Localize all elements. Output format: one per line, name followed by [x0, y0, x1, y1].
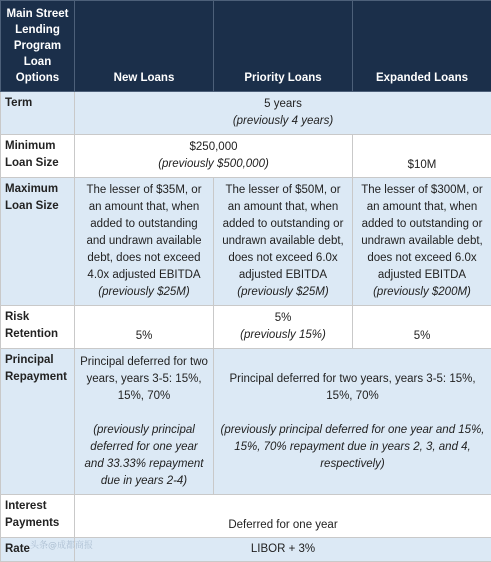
row-label-term: Term [1, 92, 75, 135]
min-loan-expanded-cell [353, 135, 491, 178]
rate-value: LIBOR + 3% [251, 543, 315, 555]
watermark: 头条@成都商报 [30, 538, 93, 551]
row-label-interest-payments: Interest Payments [1, 495, 75, 538]
header-priority-loans: Priority Loans [214, 1, 353, 92]
risk-priority-previous: (previously 15%) [219, 327, 347, 344]
risk-priority-cell [214, 306, 353, 349]
max-loan-expanded-previous: (previously $200M) [358, 284, 486, 301]
max-loan-priority-previous: (previously $25M) [219, 284, 347, 301]
risk-expanded-cell [353, 306, 491, 349]
interest-value-cell [75, 495, 491, 538]
term-previous: (previously 4 years) [80, 113, 486, 130]
max-loan-new-value: The lesser of $35M, or an amount that, when added to outstanding and undrawn available debt, does not exceed 4.0x adjusted EBITDA [80, 182, 208, 284]
interest-value: Deferred for one year [228, 519, 337, 531]
header-new-loans: New Loans [75, 1, 214, 92]
principal-priority-expanded-previous: (previously principal deferred for one year and 15%, 15%, 70% repayment due in years 2, 3, and 4, respectively) [219, 422, 486, 473]
rate-value-cell [75, 538, 491, 562]
row-label-risk-retention: Risk Retention [1, 306, 75, 349]
row-label-maximum-loan-size: Maximum Loan Size [1, 178, 75, 306]
min-loan-new-priority-cell [75, 135, 353, 178]
principal-new-cell [75, 349, 214, 495]
principal-new-previous: (previously principal deferred for one year and 33.33% repayment due in years 2-4) [80, 422, 208, 490]
header-row [1, 1, 491, 92]
min-loan-new-priority-previous: (previously $500,000) [80, 156, 347, 173]
max-loan-expanded-value: The lesser of $300M, or an amount that, when added to outstanding or undrawn available debt, does not exceed 6.0x adjusted EBITDA [358, 182, 486, 284]
term-value: 5 years [80, 96, 486, 113]
max-loan-priority-value: The lesser of $50M, or an amount that, when added to outstanding or undrawn available debt, does not exceed 6.0x adjusted EBITDA [219, 182, 347, 284]
max-loan-expanded-cell [353, 178, 491, 306]
min-loan-expanded-value: $10M [408, 159, 437, 171]
header-title: Main Street Lending Program Loan Options [1, 1, 75, 92]
principal-priority-expanded-cell [214, 349, 491, 495]
row-term [1, 92, 491, 135]
row-risk-retention [1, 306, 491, 349]
principal-new-value: Principal deferred for two years, years 3-5: 15%, 15%, 70% [80, 354, 208, 405]
risk-new-value: 5% [136, 330, 153, 342]
risk-expanded-value: 5% [414, 330, 431, 342]
principal-priority-expanded-value: Principal deferred for two years, years 3-5: 15%, 15%, 70% [219, 371, 486, 405]
row-maximum-loan-size [1, 178, 491, 306]
min-loan-new-priority-value: $250,000 [80, 139, 347, 156]
header-expanded-loans: Expanded Loans [353, 1, 491, 92]
row-label-rate: Rate [1, 538, 75, 562]
row-interest-payments [1, 495, 491, 538]
row-minimum-loan-size [1, 135, 491, 178]
row-principal-repayment [1, 349, 491, 495]
row-label-principal-repayment: Principal Repayment [1, 349, 75, 495]
row-label-minimum-loan-size: Minimum Loan Size [1, 135, 75, 178]
term-value-cell [75, 92, 491, 135]
risk-priority-value: 5% [219, 310, 347, 327]
max-loan-new-previous: (previously $25M) [80, 284, 208, 301]
max-loan-new-cell [75, 178, 214, 306]
risk-new-cell [75, 306, 214, 349]
max-loan-priority-cell [214, 178, 353, 306]
